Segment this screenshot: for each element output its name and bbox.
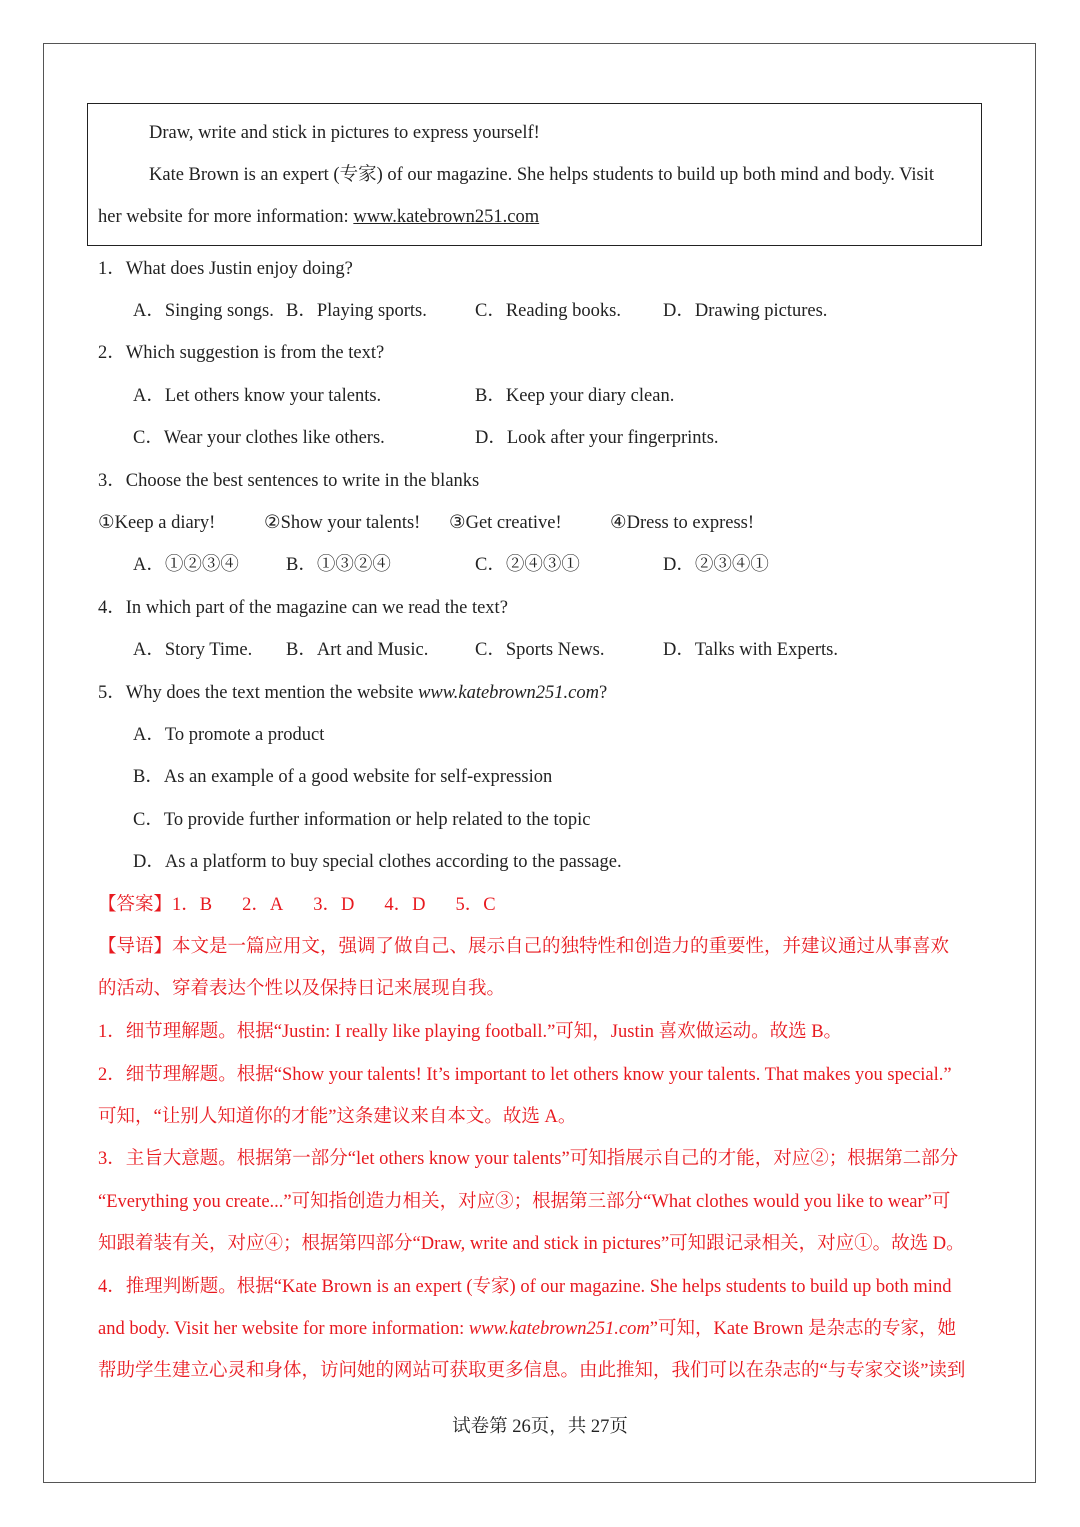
answer-key — [98, 893, 496, 917]
q2-option-a[interactable]: A．Let others know your talents. — [133, 386, 382, 406]
question-3-stem: 3．Choose the best sentences to write in the blanks — [98, 471, 480, 491]
q5-option-c[interactable]: C．To provide further information or help related to the topic — [133, 810, 591, 830]
explanation-2-line-1: 2．细节理解题。根据“Show your talents! It’s important to let others know your talents. That makes you special.” — [98, 1065, 952, 1085]
q4-option-b[interactable]: B．Art and Music. — [286, 640, 429, 660]
q4-option-d[interactable]: D．Talks with Experts. — [663, 640, 838, 660]
page-footer: 试卷第 26页，共 27页 — [452, 1417, 628, 1437]
q2-option-b[interactable]: B．Keep your diary clean. — [475, 386, 675, 406]
intro-line-2: 的活动、穿着表达个性以及保持日记来展现自我。 — [98, 979, 506, 999]
answer-1: 1．B — [172, 895, 213, 915]
intro-text-1: 本文是一篇应用文，强调了做自己、展示自己的独特性和创造力的重要性，并建议通过从事喜欢 — [172, 937, 950, 957]
explanation-4-text: and body. Visit her website for more information: — [98, 1319, 469, 1339]
explanation-4-text-end: ”可知，Kate Brown 是杂志的专家，她 — [649, 1319, 957, 1339]
q3-choice-1: ①Keep a diary! — [98, 513, 216, 533]
explanation-4-website: www.katebrown251.com — [468, 1319, 650, 1339]
explanation-3-line-1: 3．主旨大意题。根据第一部分“let others know your talents”可知指展示自己的才能，对应②；根据第二部分 — [98, 1149, 959, 1169]
q5-stem-website: www.katebrown251.com — [418, 683, 599, 703]
intro-line-1 — [98, 935, 949, 959]
question-1-stem: 1．What does Justin enjoy doing? — [98, 259, 353, 279]
answer-3: 3．D — [313, 895, 355, 915]
q3-option-d[interactable]: D．②③④① — [663, 555, 769, 575]
intro-label: 【导语】 — [98, 937, 173, 957]
explanation-4-line-2 — [98, 1317, 956, 1341]
q5-option-d[interactable]: D．As a platform to buy special clothes according to the passage. — [133, 852, 622, 872]
q3-choice-3: ③Get creative! — [449, 513, 562, 533]
answer-5: 5．C — [455, 895, 496, 915]
explanation-1: 1．细节理解题。根据“Justin: I really like playing football.”可知，Justin 喜欢做运动。故选 B。 — [98, 1022, 843, 1042]
q5-stem-text: 5．Why does the text mention the website — [98, 683, 419, 703]
explanation-3-line-2: “Everything you create...”可知指创造力相关，对应③；根据第三部分“What clothes would you like to wear”可 — [98, 1192, 951, 1212]
q1-option-b[interactable]: B．Playing sports. — [286, 301, 427, 321]
q1-option-c[interactable]: C．Reading books. — [475, 301, 621, 321]
q1-option-d[interactable]: D．Drawing pictures. — [663, 301, 828, 321]
question-2-stem: 2．Which suggestion is from the text? — [98, 343, 385, 363]
q3-option-b[interactable]: B．①③②④ — [286, 555, 391, 575]
explanation-2-line-2: 可知，“让别人知道你的才能”这条建议来自本文。故选 A。 — [98, 1107, 577, 1127]
q4-option-a[interactable]: A．Story Time. — [133, 640, 253, 660]
q2-option-c[interactable]: C．Wear your clothes like others. — [133, 428, 385, 448]
q5-option-b[interactable]: B．As an example of a good website for self-expression — [133, 767, 553, 787]
q1-option-a[interactable]: A．Singing songs. — [133, 301, 274, 321]
question-5-stem — [98, 681, 607, 705]
q2-option-d[interactable]: D．Look after your fingerprints. — [475, 428, 719, 448]
q3-choice-2: ②Show your talents! — [264, 513, 421, 533]
answer-4: 4．D — [384, 895, 426, 915]
answer-key-label: 【答案】 — [98, 895, 173, 915]
website-link[interactable]: www.katebrown251.com — [353, 207, 540, 227]
passage-line-3 — [98, 205, 539, 229]
q3-choice-4: ④Dress to express! — [610, 513, 754, 533]
passage-line-1: Draw, write and stick in pictures to express yourself! — [149, 123, 540, 143]
answer-2: 2．A — [242, 895, 284, 915]
q4-option-c[interactable]: C．Sports News. — [475, 640, 605, 660]
passage-line-3-text: her website for more information: — [98, 207, 354, 227]
question-4-stem: 4．In which part of the magazine can we read the text? — [98, 598, 508, 618]
explanation-3-line-3: 知跟着装有关，对应④；根据第四部分“Draw, write and stick in pictures”可知跟记录相关，对应①。故选 D。 — [98, 1234, 965, 1254]
explanation-4-line-3: 帮助学生建立心灵和身体，访问她的网站可获取更多信息。由此推知，我们可以在杂志的“与专家交谈”读到 — [98, 1361, 966, 1381]
passage-line-2: Kate Brown is an expert (专家) of our magazine. She helps students to build up both mind and body. Visit — [149, 165, 935, 185]
explanation-4-line-1: 4．推理判断题。根据“Kate Brown is an expert (专家) of our magazine. She helps students to build up both mind — [98, 1277, 952, 1297]
q3-option-a[interactable]: A．①②③④ — [133, 555, 239, 575]
q5-option-a[interactable]: A．To promote a product — [133, 725, 325, 745]
q3-option-c[interactable]: C．②④③① — [475, 555, 580, 575]
q5-stem-end: ? — [598, 683, 608, 703]
